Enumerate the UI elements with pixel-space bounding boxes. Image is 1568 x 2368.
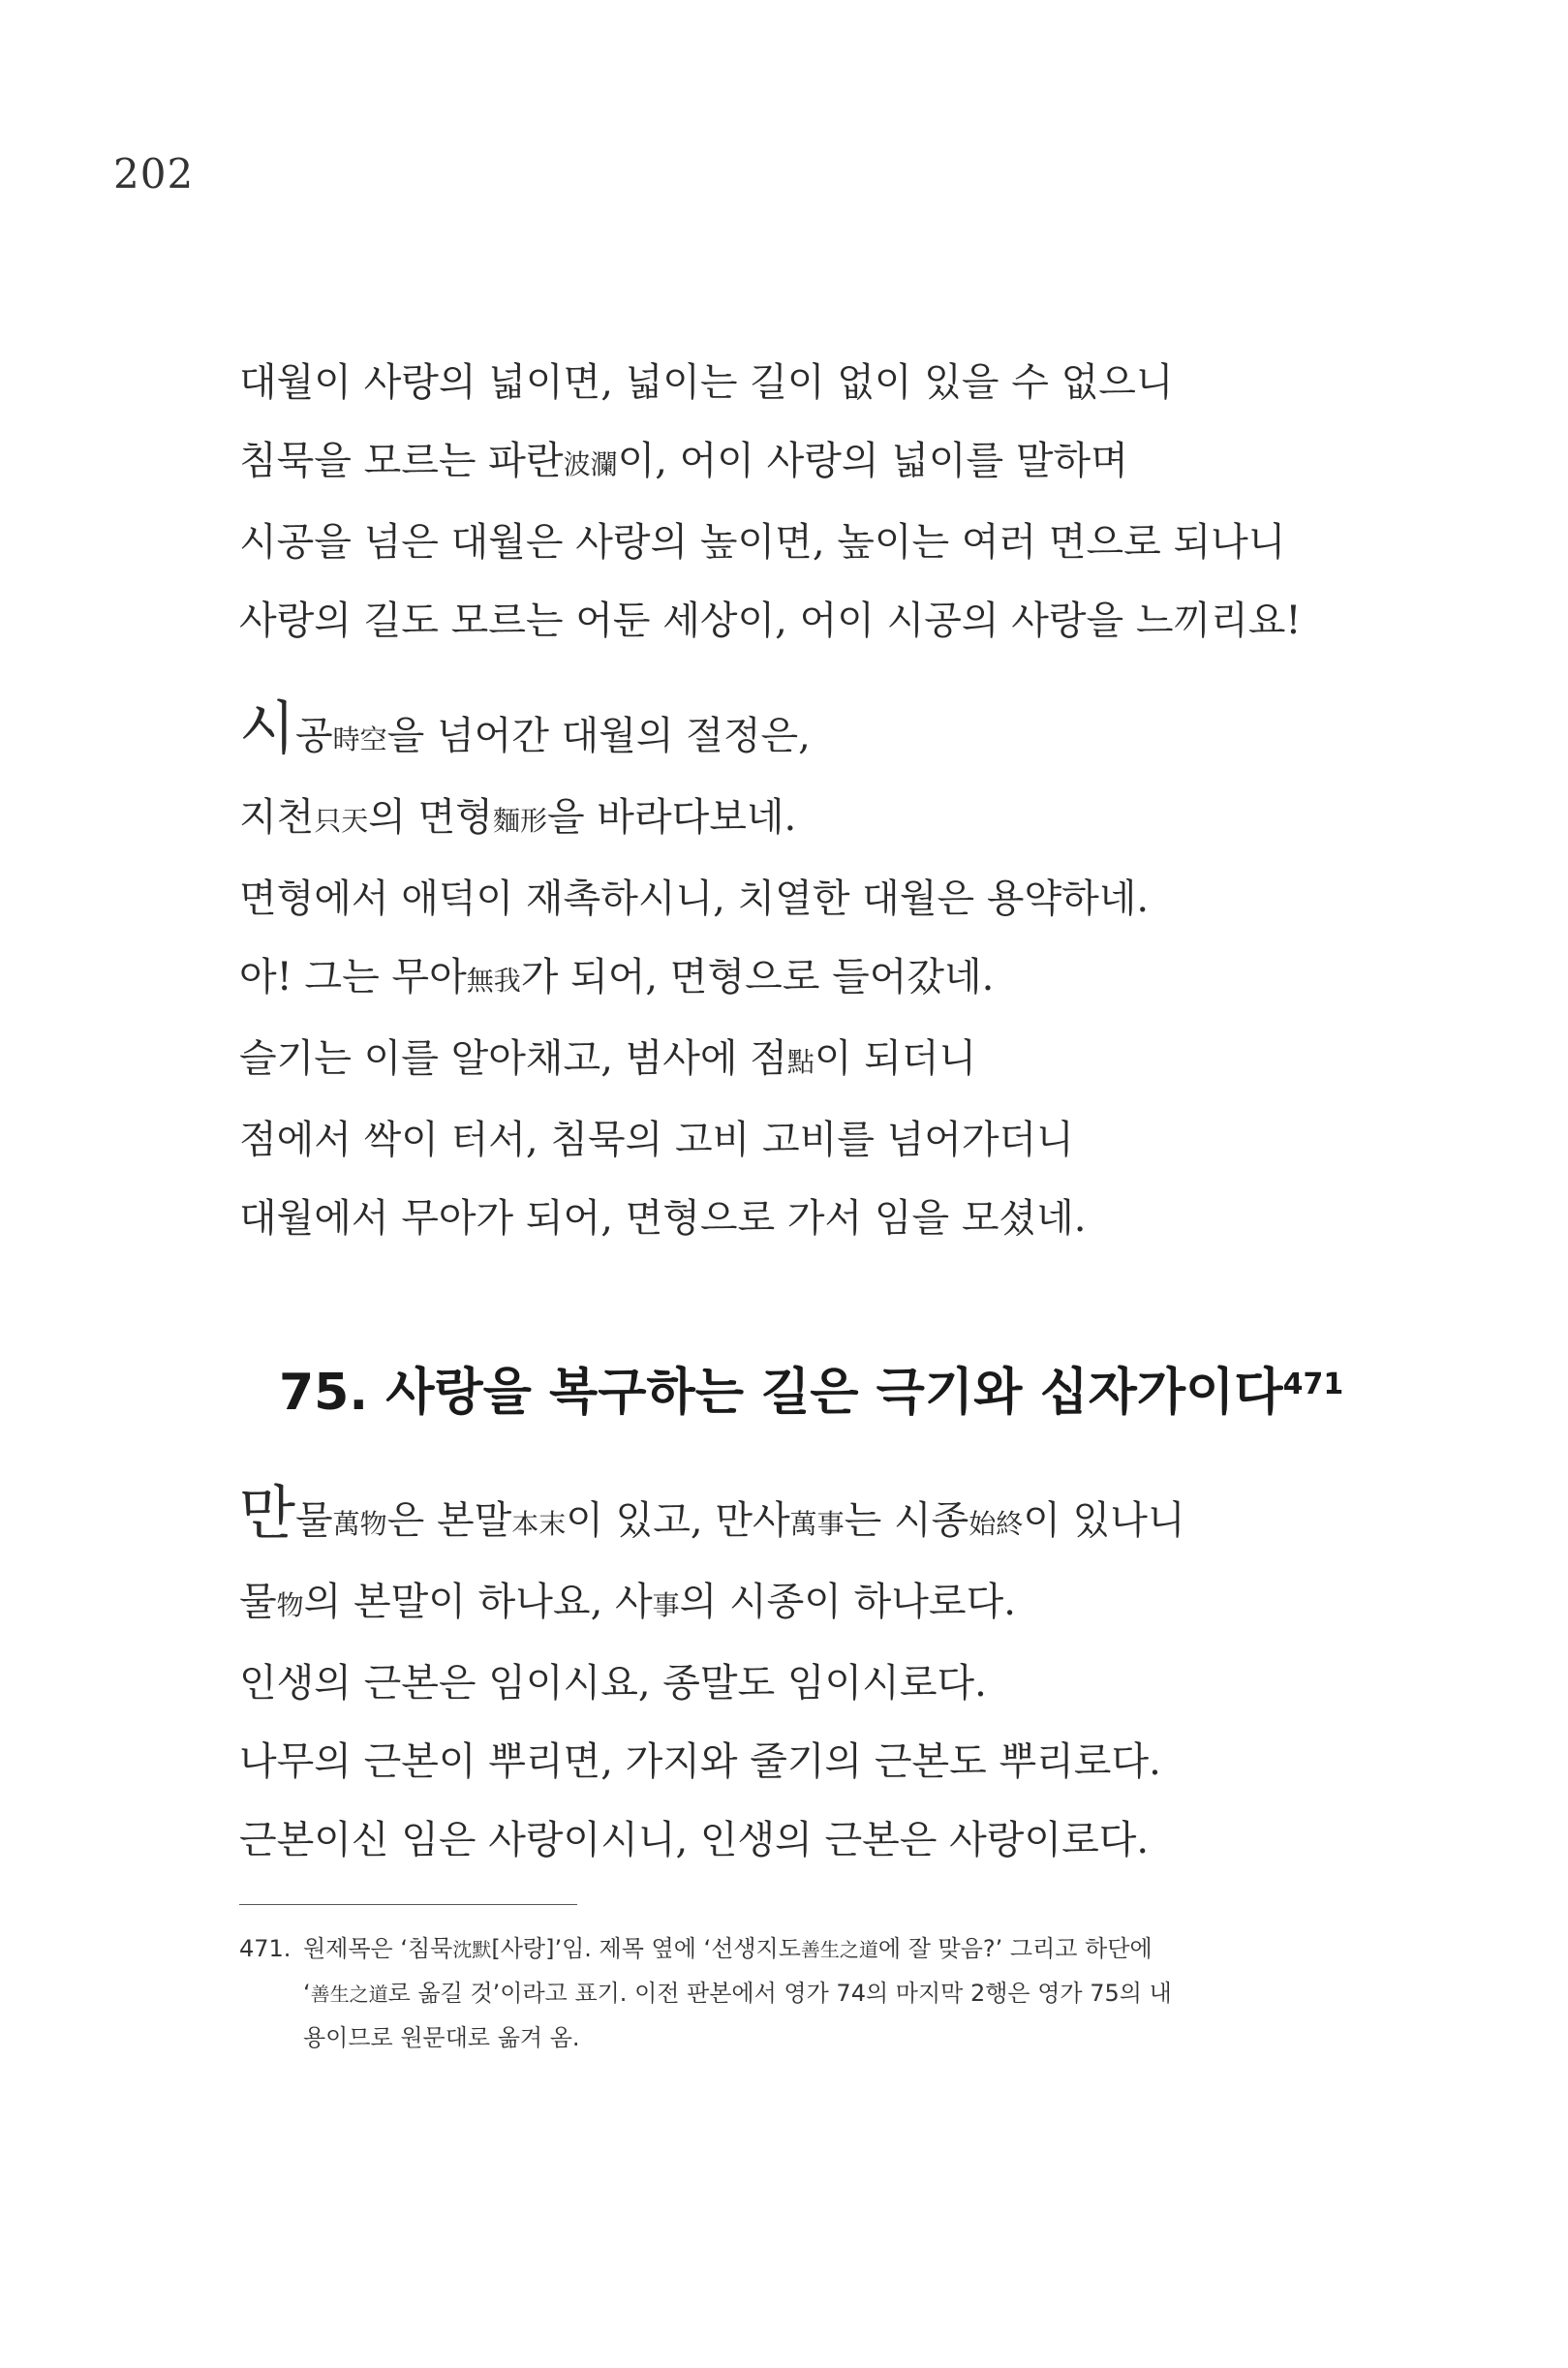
hanja-annotation: 點 — [786, 1046, 815, 1078]
section-title: 75. 사랑을 복구하는 길은 극기와 십자가이다 — [279, 1364, 1283, 1422]
text-segment: 침묵을 모르는 파란 — [239, 439, 564, 483]
text-segment: 는 시종 — [844, 1498, 969, 1543]
stanza-1-line-2 — [239, 422, 1302, 504]
stanza-2-line-4 — [239, 938, 1149, 1020]
stanza-3 — [239, 1482, 1185, 1880]
text-segment: [사랑]’임. 제목 옆에 ‘선생지도 — [491, 1935, 801, 1962]
text-segment: 로 옮길 것’이라고 표기. 이전 판본에서 영가 74의 마지막 2행은 영가 75의 내 — [387, 1980, 1172, 2007]
footnote-divider — [239, 1904, 577, 1905]
hanja-annotation: 善生之道 — [800, 1938, 878, 1961]
hanja-annotation: 只天 — [314, 805, 369, 837]
stanza-2-line-5 — [239, 1020, 1149, 1101]
footnote-line-1 — [239, 1927, 1324, 1972]
text-segment: 이, 어이 사랑의 넓이를 말하며 — [617, 439, 1128, 483]
text-segment: 의 면형 — [368, 795, 493, 840]
hanja-annotation: 萬物 — [332, 1508, 387, 1540]
hanja-annotation: 本末 — [511, 1508, 567, 1540]
text-segment: 은 본말 — [386, 1498, 512, 1543]
text-segment: 원제목은 ‘침묵 — [303, 1935, 453, 1962]
drop-initial: 시 — [239, 695, 295, 763]
hanja-annotation: 始終 — [968, 1508, 1024, 1540]
hanja-annotation: 麵形 — [492, 805, 547, 837]
footnote-line-2 — [239, 1972, 1324, 2016]
hanja-annotation: 波瀾 — [563, 448, 618, 480]
hanja-annotation: 萬事 — [789, 1508, 845, 1540]
text-segment: 아! 그는 무아 — [239, 955, 467, 999]
stanza-2-line-3: 면형에서 애덕이 재촉하시니, 치열한 대월은 용약하네. — [239, 876, 1150, 921]
text-segment: 지천 — [239, 795, 315, 840]
stanza-3-line-2 — [239, 1563, 1185, 1645]
text-segment: ‘ — [303, 1980, 311, 2007]
footnote-reference: 471 — [1282, 1367, 1344, 1401]
footnote-number: 471. — [239, 1935, 292, 1962]
stanza-2 — [239, 697, 1149, 1258]
hanja-annotation: 無我 — [466, 965, 521, 997]
stanza-3-line-5: 근본이신 임은 사랑이시니, 인생의 근본은 사랑이로다. — [239, 1818, 1150, 1862]
text-segment: 에 잘 맞음?’ 그리고 하단에 — [877, 1935, 1153, 1962]
text-segment: 공 — [294, 714, 333, 758]
stanza-3-line-1 — [239, 1482, 1185, 1563]
stanza-2-line-2 — [239, 779, 1149, 860]
stanza-3-line-3: 인생의 근본은 임이시요, 종말도 임이시로다. — [239, 1661, 987, 1706]
text-segment: 을 넘어간 대월의 절정은, — [386, 714, 811, 758]
text-segment: 이 있고, 만사 — [566, 1498, 790, 1543]
stanza-2-line-7: 대월에서 무아가 되어, 면형으로 가서 임을 모셨네. — [239, 1196, 1087, 1241]
text-segment: 의 시종이 하나로다. — [679, 1580, 1016, 1624]
stanza-2-line-1 — [239, 697, 1149, 779]
text-segment: 을 바라다보네. — [546, 795, 797, 840]
hanja-annotation: 沈默 — [452, 1938, 492, 1961]
hanja-annotation: 善生之道 — [310, 1983, 388, 2006]
footnote-line-3: 용이므로 원문대로 옮겨 옴. — [303, 2024, 580, 2051]
text-segment: 물 — [294, 1498, 333, 1543]
page-number: 202 — [113, 150, 195, 198]
text-segment: 가 되어, 면형으로 들어갔네. — [520, 955, 995, 999]
stanza-1-line-4: 사랑의 길도 모르는 어둔 세상이, 어이 시공의 사랑을 느끼리요! — [239, 599, 1302, 643]
text-segment: 이 있나니 — [1023, 1498, 1185, 1543]
stanza-2-line-6: 점에서 싹이 터서, 침묵의 고비 고비를 넘어가더니 — [239, 1118, 1074, 1162]
drop-initial: 만 — [239, 1480, 295, 1548]
text-segment: 이 되더니 — [814, 1036, 977, 1081]
stanza-1-line-3: 시공을 넘은 대월은 사랑의 높이면, 높이는 여러 면으로 되나니 — [239, 520, 1286, 565]
text-segment: 슬기는 이를 알아채고, 범사에 점 — [239, 1036, 787, 1081]
hanja-annotation: 事 — [652, 1589, 680, 1621]
hanja-annotation: 時空 — [332, 723, 387, 755]
stanza-1 — [239, 344, 1302, 661]
stanza-1-line-1: 대월이 사랑의 넓이면, 넓이는 길이 없이 있을 수 없으니 — [239, 360, 1174, 405]
hanja-annotation: 物 — [276, 1589, 304, 1621]
stanza-3-line-4: 나무의 근본이 뿌리면, 가지와 줄기의 근본도 뿌리로다. — [239, 1739, 1161, 1784]
section-heading — [279, 1351, 1343, 1424]
text-segment: 물 — [239, 1580, 277, 1624]
footnote-471 — [239, 1927, 1324, 2060]
text-segment: 의 본말이 하나요, 사 — [303, 1580, 653, 1624]
